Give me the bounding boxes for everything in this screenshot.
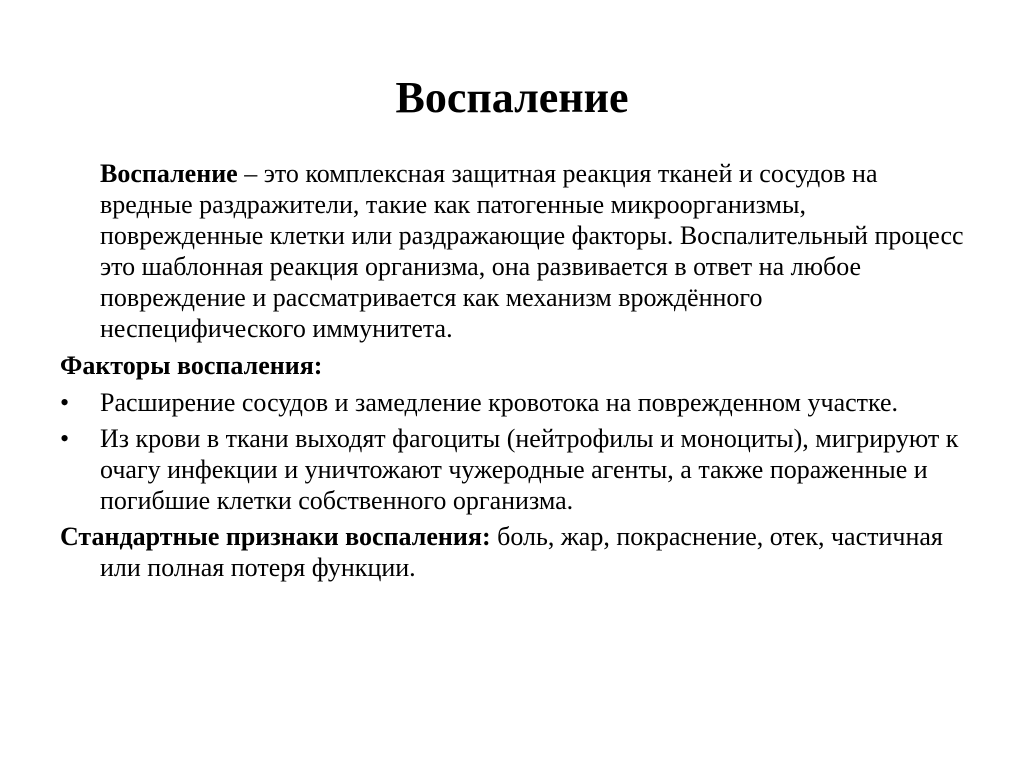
definition-text: – это комплексная защитная реакция тканей и сосудов на вредные раздражители, такие как патогенные микроорганизмы, поврежденные клетки или раздражающие факторы. Воспалительный процесс это шаблонная реакция организма, она развивается в ответ на любое повреждение и рассматривается как механизм врождённого неспецифического иммунитета. [100,159,964,343]
factors-list [60,387,970,516]
definition-paragraph [100,158,970,344]
slide-body [60,158,970,583]
list-item [60,423,970,516]
factors-heading: Факторы воспаления: [60,351,323,380]
signs-label: Стандартные признаки воспаления: [60,522,491,551]
signs-text: боль, жар, покраснение, отек, частичная или полная потеря функции. [100,522,943,582]
factor-text: Расширение сосудов и замедление кровотока на поврежденном участке. [100,388,899,417]
bullet-icon: • [60,388,70,417]
list-item [60,387,970,418]
signs-paragraph [60,521,970,583]
definition-term: Воспаление [100,159,238,188]
factor-text: Из крови в ткани выходят фагоциты (нейтрофилы и моноциты), мигрируют к очагу инфекции и уничтожают чужеродные агенты, а также пораженные и погибшие клетки собственного организма. [100,424,959,515]
bullet-icon: • [60,424,70,453]
slide-title: Воспаление [395,73,629,122]
